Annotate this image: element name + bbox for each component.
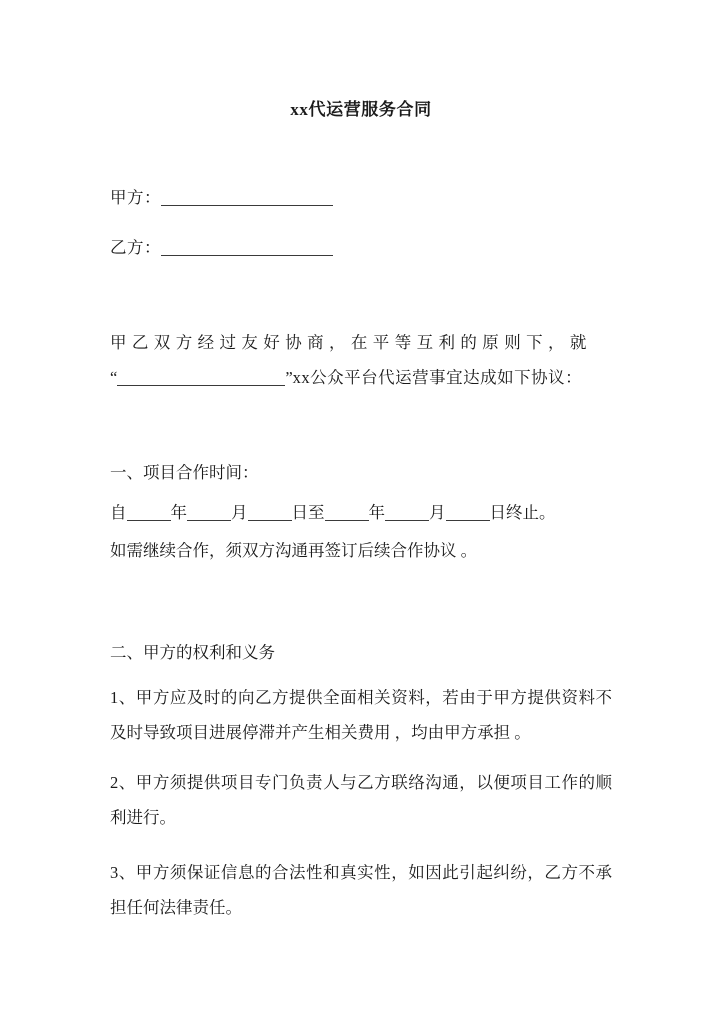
section-2-item-3: 3、甲方须保证信息的合法性和真实性，如因此引起纠纷，乙方不承担任何法律责任。 bbox=[110, 863, 612, 917]
start-year-blank[interactable] bbox=[127, 520, 171, 521]
party-b-input-blank[interactable] bbox=[161, 255, 333, 256]
start-year-unit: 年 bbox=[170, 503, 187, 522]
end-month-unit: 月 bbox=[429, 503, 446, 522]
section-1-date-line bbox=[110, 495, 612, 530]
platform-name-input-blank[interactable] bbox=[117, 385, 285, 386]
quote-close: ” bbox=[285, 368, 293, 387]
start-day-blank[interactable] bbox=[248, 520, 292, 521]
end-year-blank[interactable] bbox=[325, 520, 369, 521]
section-1-body: 如需继续合作，须双方沟通再签订后续合作协议 。 bbox=[110, 541, 478, 560]
section-2-heading: 二、甲方的权利和义务 bbox=[110, 643, 275, 662]
party-b-field-row bbox=[110, 230, 612, 265]
date-prefix: 自 bbox=[110, 503, 127, 522]
quote-open: “ bbox=[110, 368, 118, 387]
page-title: xx代运营服务合同 bbox=[290, 100, 432, 119]
party-a-input-blank[interactable] bbox=[161, 205, 333, 206]
party-b-label: 乙方： bbox=[110, 238, 161, 257]
preamble-line-1: 甲乙双方经过友好协商，在平等互利的原则下，就 bbox=[110, 333, 592, 352]
end-day-unit: 日终止。 bbox=[489, 503, 556, 522]
preamble-line-2-text: xx公众平台代运营事宜达成如下协议： bbox=[292, 368, 583, 387]
end-day-blank[interactable] bbox=[446, 520, 490, 521]
preamble-line-2 bbox=[110, 360, 612, 395]
end-month-blank[interactable] bbox=[385, 520, 429, 521]
section-1-heading: 一、项目合作时间： bbox=[110, 463, 259, 482]
start-day-unit: 日至 bbox=[291, 503, 325, 522]
party-a-field-row bbox=[110, 180, 612, 215]
party-a-label: 甲方： bbox=[110, 188, 161, 207]
end-year-unit: 年 bbox=[368, 503, 385, 522]
start-month-blank[interactable] bbox=[187, 520, 231, 521]
section-2-item-1: 1、甲方应及时的向乙方提供全面相关资料，若由于甲方提供资料不及时导致项目进展停滞并产生相关费用 ，均由甲方承担 。 bbox=[110, 688, 612, 742]
section-2-item-2: 2、甲方须提供项目专门负责人与乙方联络沟通，以便项目工作的顺利进行。 bbox=[110, 773, 612, 827]
start-month-unit: 月 bbox=[231, 503, 248, 522]
